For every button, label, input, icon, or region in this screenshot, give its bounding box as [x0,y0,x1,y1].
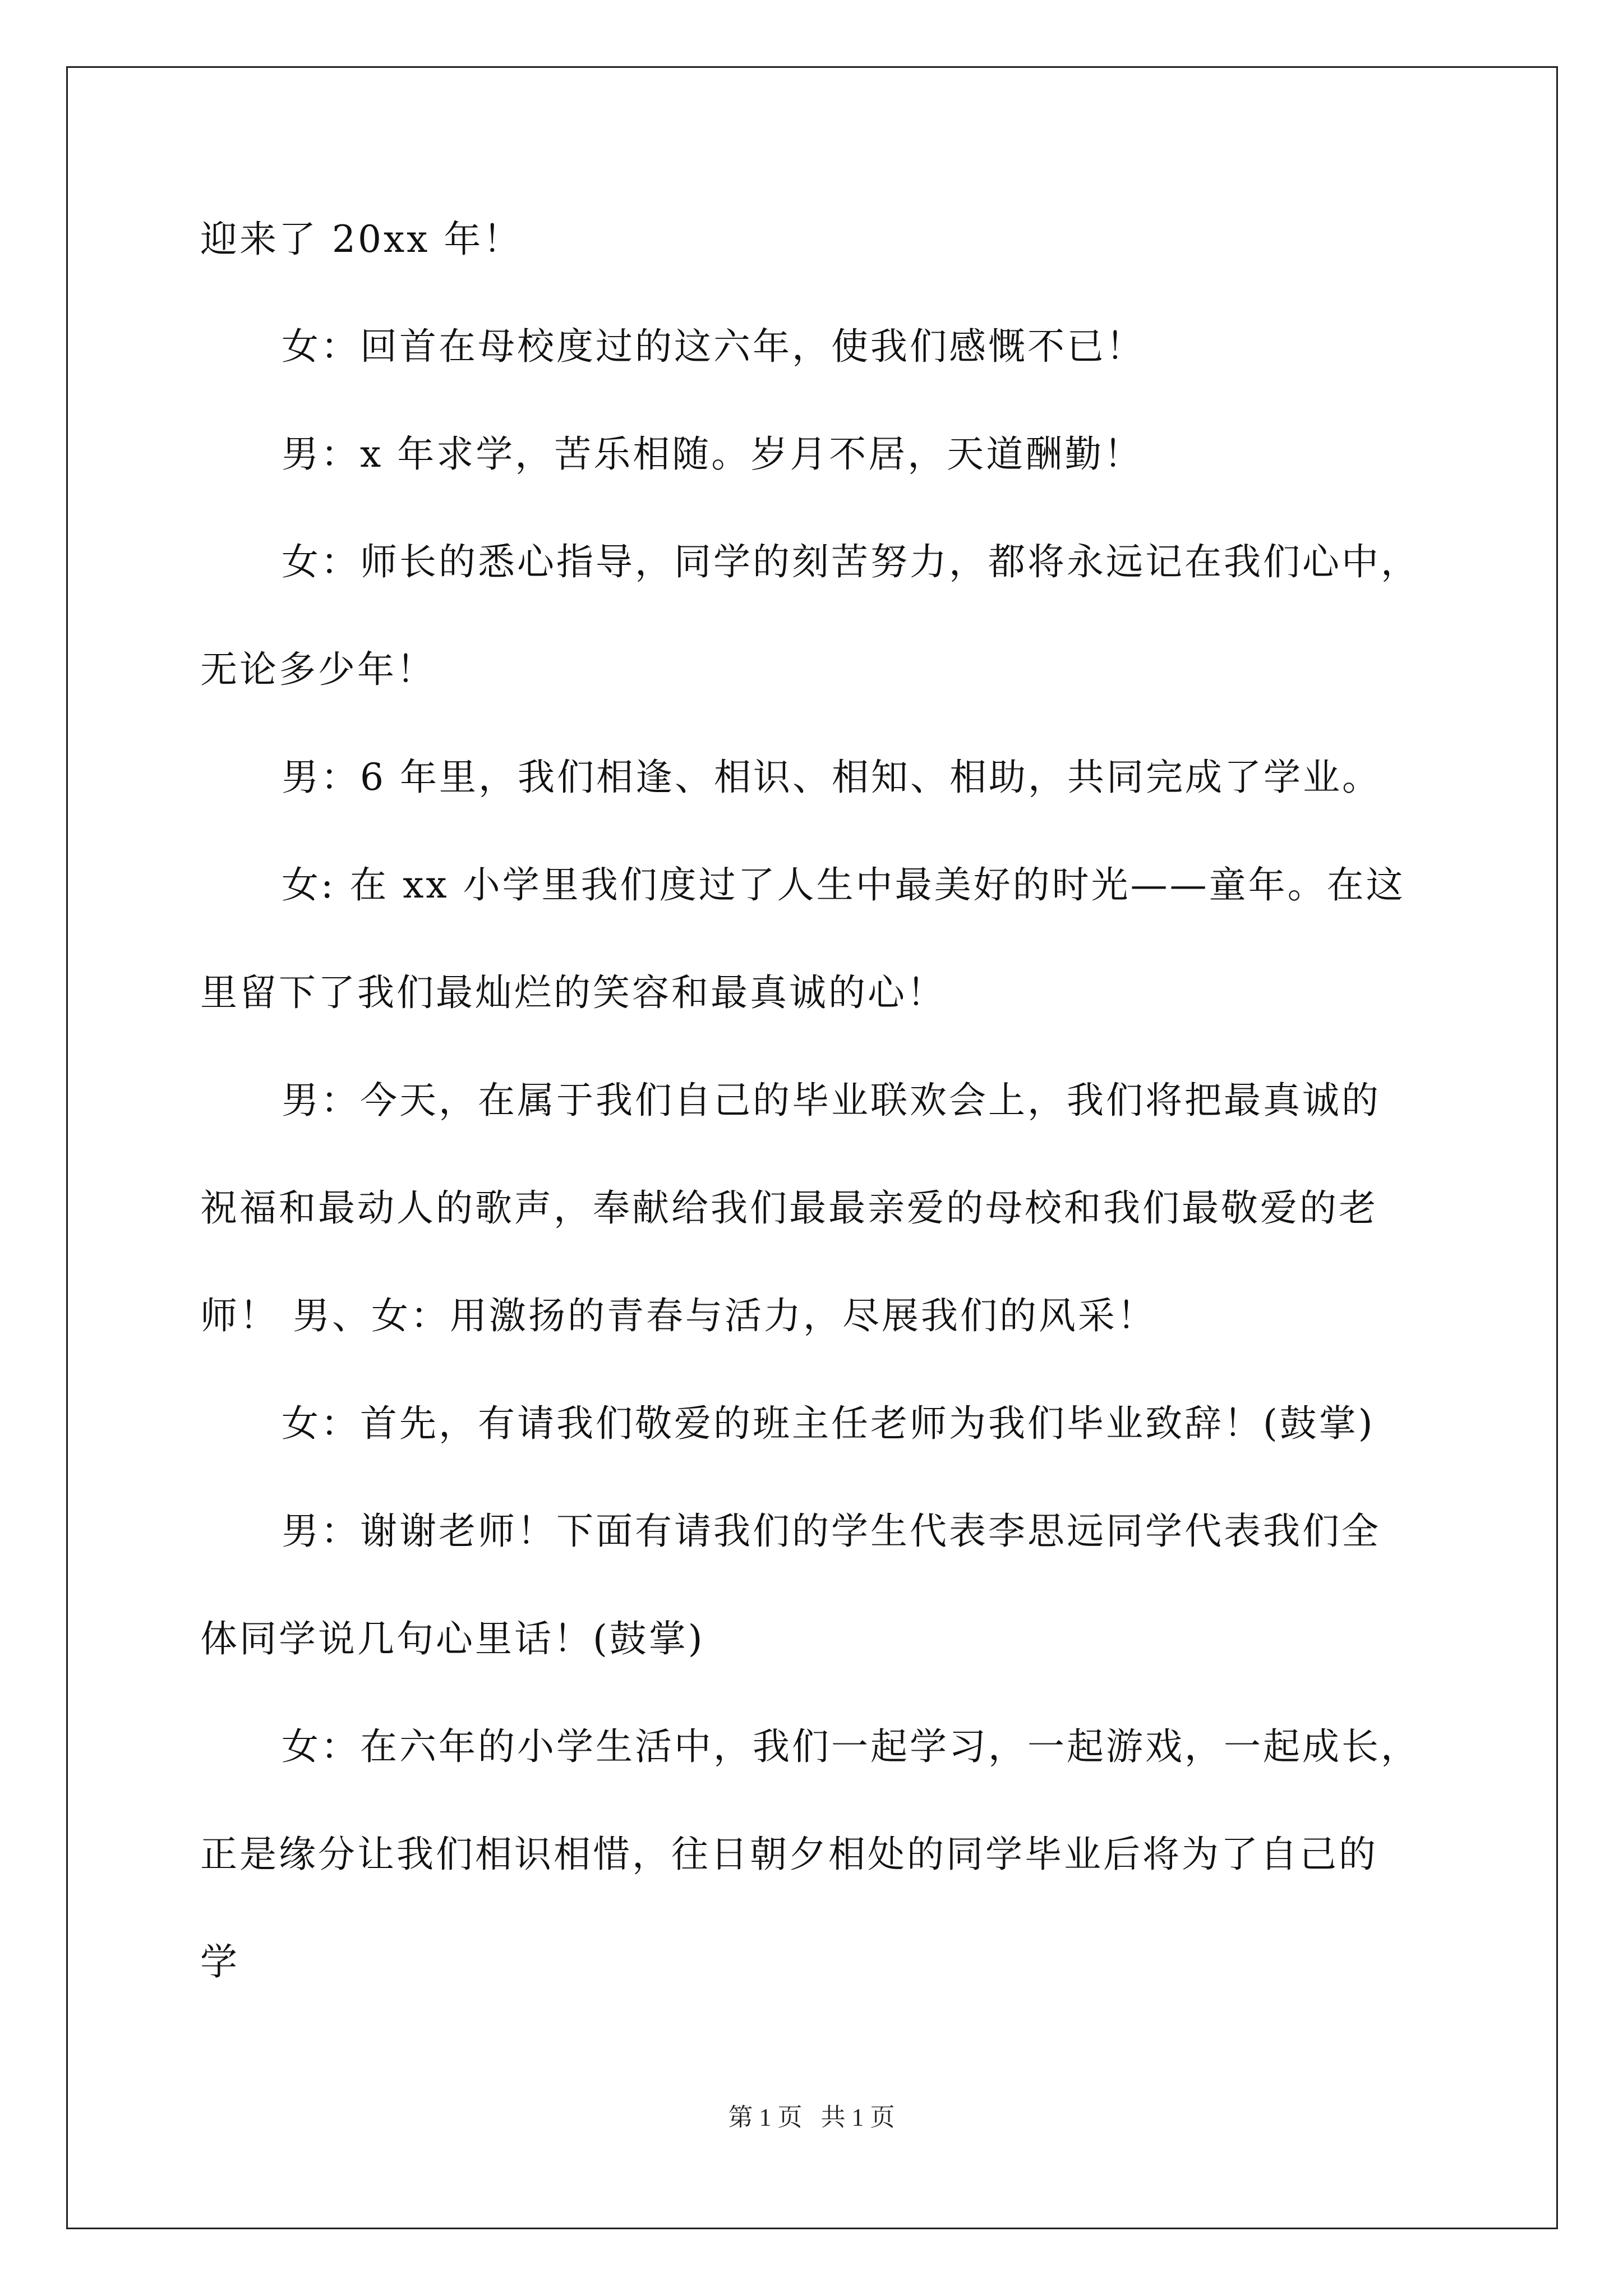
page-footer [0,2101,1623,2134]
text-line: 师！ 男、女：用激扬的青春与活力，尽展我们的风采！ [200,1294,1156,1337]
text-line: 里留下了我们最灿烂的笑容和最真诚的心！ [200,971,946,1014]
text-line: 女：在六年的小学生活中，我们一起学习，一起游戏，一起成长， [282,1725,1420,1768]
text-line: 男：今天，在属于我们自己的毕业联欢会上，我们将把最真诚的 [282,1079,1381,1122]
text-line: 迎来了 20xx 年！ [200,218,523,261]
text-line: 女：师长的悉心指导，同学的刻苦努力，都将永远记在我们心中， [282,540,1420,583]
page-indicator: 第 1 页 共 1 页 [728,2104,895,2131]
text-line: 正是缘分让我们相识相惜，往日朝夕相处的同学毕业后将为了自己的 [200,1833,1378,1876]
text-line: 女：首先，有请我们敬爱的班主任老师为我们毕业致辞！(鼓掌) [282,1402,1375,1445]
text-line: 女：回首在母校度过的这六年，使我们感慨不已！ [282,325,1145,368]
text-line: 祝福和最动人的歌声，奉献给我们最最亲爱的母校和我们最敬爱的老 [200,1186,1378,1230]
text-line: 男：x 年求学，苦乐相随。岁月不居，天道酬勤！ [282,432,1144,476]
text-line: 女: 在 xx 小学里我们度过了人生中最美好的时光——童年。在这 [282,863,1405,907]
text-line: 学 [200,1940,239,1984]
text-line: 男：6 年里，我们相逢、相识、相知、相助，共同完成了学业。 [282,756,1381,799]
page-border [66,66,1558,2229]
text-line: 体同学说几句心里话！(鼓掌) [200,1617,705,1660]
text-line: 无论多少年！ [200,648,436,691]
text-line: 男：谢谢老师！下面有请我们的学生代表李思远同学代表我们全 [282,1510,1381,1553]
